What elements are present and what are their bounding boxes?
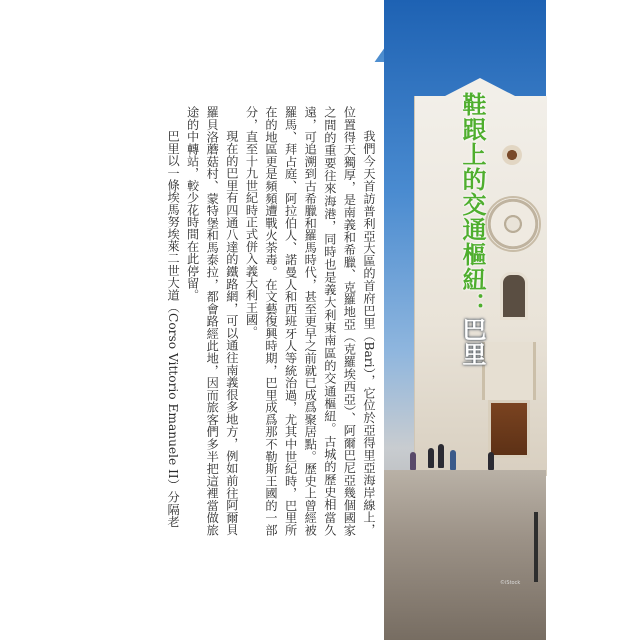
tourist-figure xyxy=(428,448,434,468)
street-lamp xyxy=(534,512,538,582)
tourist-figure xyxy=(450,450,456,470)
paragraph: 我們今天首訪普利亞大區的首府巴里（Bari），它位於亞得里亞海岸線上，位置得天獨厚，是南義和希臘、克羅地亞（克羅埃西亞）、阿爾巴尼亞幾個國家之間的重要往來海港，同時也是義大利東南區的交通樞紐。古城的歷史相當久遠，可追溯到古希臘和羅馬時代，甚至更早之前就已成爲聚居點。歷史上曾經被羅馬、拜占庭、阿拉伯人、諾曼人和西班牙人等統治過，尤其中世紀時，巴里所在的地區更是頻頻遭戰火荼毒。在文藝復興時期，巴里成爲那不勒斯王國的一部分，直至十九世紀時正式併入義大利王國。 xyxy=(244,106,376,536)
cathedral-door xyxy=(488,400,530,458)
portal-frame xyxy=(482,342,536,400)
title-city: 巴里 xyxy=(458,317,487,367)
piazza-ground xyxy=(384,470,546,640)
tourist-figure xyxy=(410,452,416,470)
title-separator: ： xyxy=(458,292,487,317)
photo-credit: ©iStock xyxy=(500,580,521,586)
paragraph: 現在的巴里有四通八達的鐵路網，可以通往南義很多地方，例如前往阿爾貝羅貝洛蘑菇村、蒙特堡和馬泰拉，都會路經此地，因而旅客們多半把這裡當做旅途的中轉站，較少花時間在此停留。 xyxy=(185,106,239,536)
tourist-figure xyxy=(438,444,444,468)
body-text xyxy=(168,106,378,536)
rose-window xyxy=(485,196,541,252)
paragraph: 巴里以一條埃馬努埃萊二世大道（Corso Vittorio Emanuele II）分隔老 xyxy=(166,130,181,528)
chapter-title xyxy=(458,92,486,367)
tourist-figure xyxy=(488,452,494,470)
title-main: 鞋跟上的交通樞紐 xyxy=(458,92,487,292)
small-rose-window xyxy=(502,145,522,165)
arched-window xyxy=(500,272,528,320)
